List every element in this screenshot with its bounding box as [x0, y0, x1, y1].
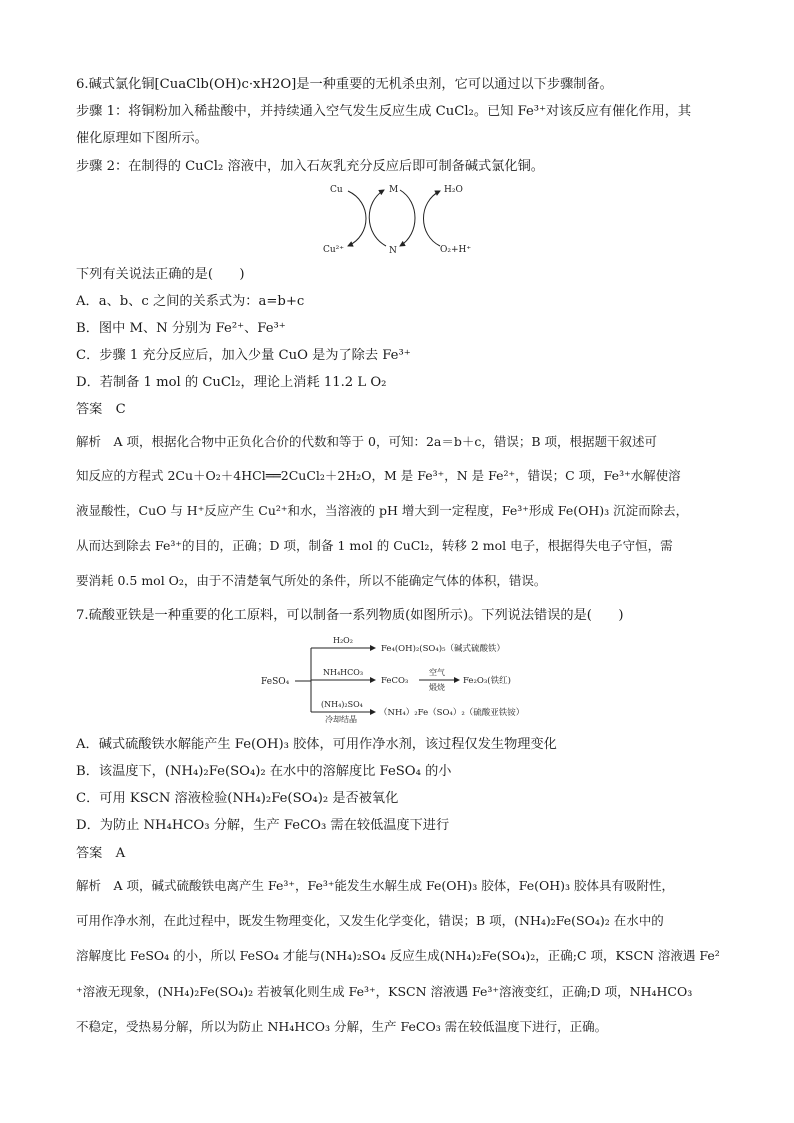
q7-option-a: A．碱式硫酸铁水解能产生 Fe(OH)₃ 胶体，可用作净水剂，该过程仅发生物理变化	[76, 737, 557, 752]
arc-n-to-m	[369, 190, 386, 246]
q7-answer: A	[115, 846, 126, 861]
q7-option-b: B．该温度下，(NH₄)₂Fe(SO₄)₂ 在水中的溶解度比 FeSO₄ 的小	[76, 764, 452, 779]
q7-analysis-label: 解析	[76, 878, 102, 893]
q7-analysis-line1: 解析 A 项，碱式硫酸铁电离产生 Fe³⁺，Fe³⁺能发生水解生成 Fe(OH)₃ 胶体，Fe(OH)₃ 胶体具有吸附性，	[76, 878, 675, 893]
q6-step1-line2: 催化原理如下图所示。	[76, 131, 208, 146]
q7-answer-label: 答案	[76, 846, 103, 861]
diagram-h2o: H₂O	[444, 185, 463, 195]
q6-analysis-label: 解析	[76, 434, 102, 449]
arc-cu	[348, 191, 366, 246]
flow-feso4: FeSO₄	[261, 677, 290, 687]
q6-analysis-line3: 液显酸性，CuO 与 H⁺反应产生 Cu²⁺和水，当溶液的 pH 增大到一定程度，Fe³⁺形成 Fe(OH)₃ 沉淀而除去，	[76, 503, 689, 518]
q6-answer-label: 答案	[76, 402, 103, 417]
q6-option-a: A．a、b、c 之间的关系式为：a=b+c	[76, 294, 305, 309]
arc-o2	[424, 191, 441, 246]
q7-option-d: D．为防止 NH₄HCO₃ 分解，生产 FeCO₃ 需在较低温度下进行	[76, 818, 450, 833]
diagram-cu2: Cu²⁺	[323, 245, 345, 255]
q7-option-c: C．可用 KSCN 溶液检验(NH₄)₂Fe(SO₄)₂ 是否被氧化	[76, 791, 399, 806]
q6-step1-line1: 步骤 1：将铜粉加入稀盐酸中，并持续通入空气发生反应生成 CuCl₂。已知 Fe³⁺对该反应有催化作用，其	[76, 104, 692, 119]
q6-option-b: B．图中 M、N 分别为 Fe²⁺、Fe³⁺	[76, 321, 286, 336]
q6-analysis-line4: 从而达到除去 Fe³⁺的目的，正确；D 项，制备 1 mol 的 CuCl₂，转移 2 mol 电子，根据得失电子守恒，需	[76, 538, 673, 553]
q7-analysis-line5: 不稳定，受热易分解，所以为防止 NH₄HCO₃ 分解，生产 FeCO₃ 需在较低温度下进行，正确。	[76, 1019, 608, 1034]
flow-h2o2: H₂O₂	[333, 636, 353, 645]
q7-analysis-line4: ⁺溶液无现象，(NH₄)₂Fe(SO₄)₂ 若被氧化则生成 Fe³⁺，KSCN 溶液遇 Fe³⁺溶液变红，正确;D 项，NH₄HCO₃	[76, 984, 693, 999]
flow-cool: 冷却结晶	[325, 715, 357, 724]
q7-stem: 7.硫酸亚铁是一种重要的化工原料，可以制备一系列物质(如图所示)。下列说法错误的是( )	[76, 608, 624, 623]
q6-analysis-line2: 知反应的方程式 2Cu＋O₂＋4HCl══2CuCl₂＋2H₂O，M 是 Fe³⁺，N 是 Fe²⁺，错误；C 项，Fe³⁺水解使溶	[76, 468, 681, 483]
diagram-n: N	[389, 246, 397, 256]
q6-answer: C	[115, 402, 126, 417]
flow-nh42so4: (NH₄)₂SO₄	[321, 700, 363, 709]
flow-prod3: （NH₄）₂Fe（SO₄）₂（硫酸亚铁铵）	[379, 708, 525, 718]
flow-fe2o3: Fe₂O₃(铁红)	[463, 676, 511, 686]
q7-flow-diagram	[255, 632, 555, 724]
q6-question: 下列有关说法正确的是( )	[76, 267, 245, 282]
q6-option-c: C．步骤 1 充分反应后，加入少量 CuO 是为了除去 Fe³⁺	[76, 348, 411, 363]
q6-stem: 6.碱式氯化铜[CuaClb(OH)c·xH2O]是一种重要的无机杀虫剂，它可以通过以下步骤制备。	[76, 77, 613, 92]
q6-step2: 步骤 2：在制得的 CuCl₂ 溶液中，加入石灰乳充分反应后即可制备碱式氯化铜。	[76, 159, 544, 174]
arc-m-to-n	[400, 190, 415, 246]
q6-option-d: D．若制备 1 mol 的 CuCl₂，理论上消耗 11.2 L O₂	[76, 375, 387, 390]
q6-analysis-line5: 要消耗 0.5 mol O₂，由于不清楚氧气所处的条件，所以不能确定气体的体积，错误。	[76, 573, 547, 588]
diagram-cu: Cu	[330, 185, 343, 195]
q6-catalysis-diagram	[320, 180, 490, 260]
diagram-o2h: O₂+H⁺	[440, 245, 472, 255]
flow-air: 空气	[429, 668, 445, 677]
diagram-m: M	[389, 185, 399, 195]
flow-feco3: FeCO₃	[381, 676, 409, 686]
q6-analysis-line1: 解析 A 项，根据化合物中正负化合价的代数和等于 0，可知：2a＝b＋c，错误；B 项，根据题干叙述可	[76, 434, 658, 449]
q7-analysis-line3: 溶解度比 FeSO₄ 的小，所以 FeSO₄ 才能与(NH₄)₂SO₄ 反应生成(NH₄)₂Fe(SO₄)₂，正确;C 项，KSCN 溶液遇 Fe²	[76, 948, 720, 963]
q7-analysis-line2: 可用作净水剂，在此过程中，既发生物理变化，又发生化学变化，错误；B 项，(NH₄)₂Fe(SO₄)₂ 在水中的	[76, 913, 664, 928]
flow-nh4hco3: NH₄HCO₃	[323, 668, 364, 677]
q7-answer-row	[76, 845, 125, 863]
flow-prod1: Fe₄(OH)₂(SO₄)₅（碱式硫酸铁）	[381, 644, 506, 654]
flow-calcine: 煅烧	[429, 683, 445, 692]
q6-answer-row	[76, 401, 126, 419]
